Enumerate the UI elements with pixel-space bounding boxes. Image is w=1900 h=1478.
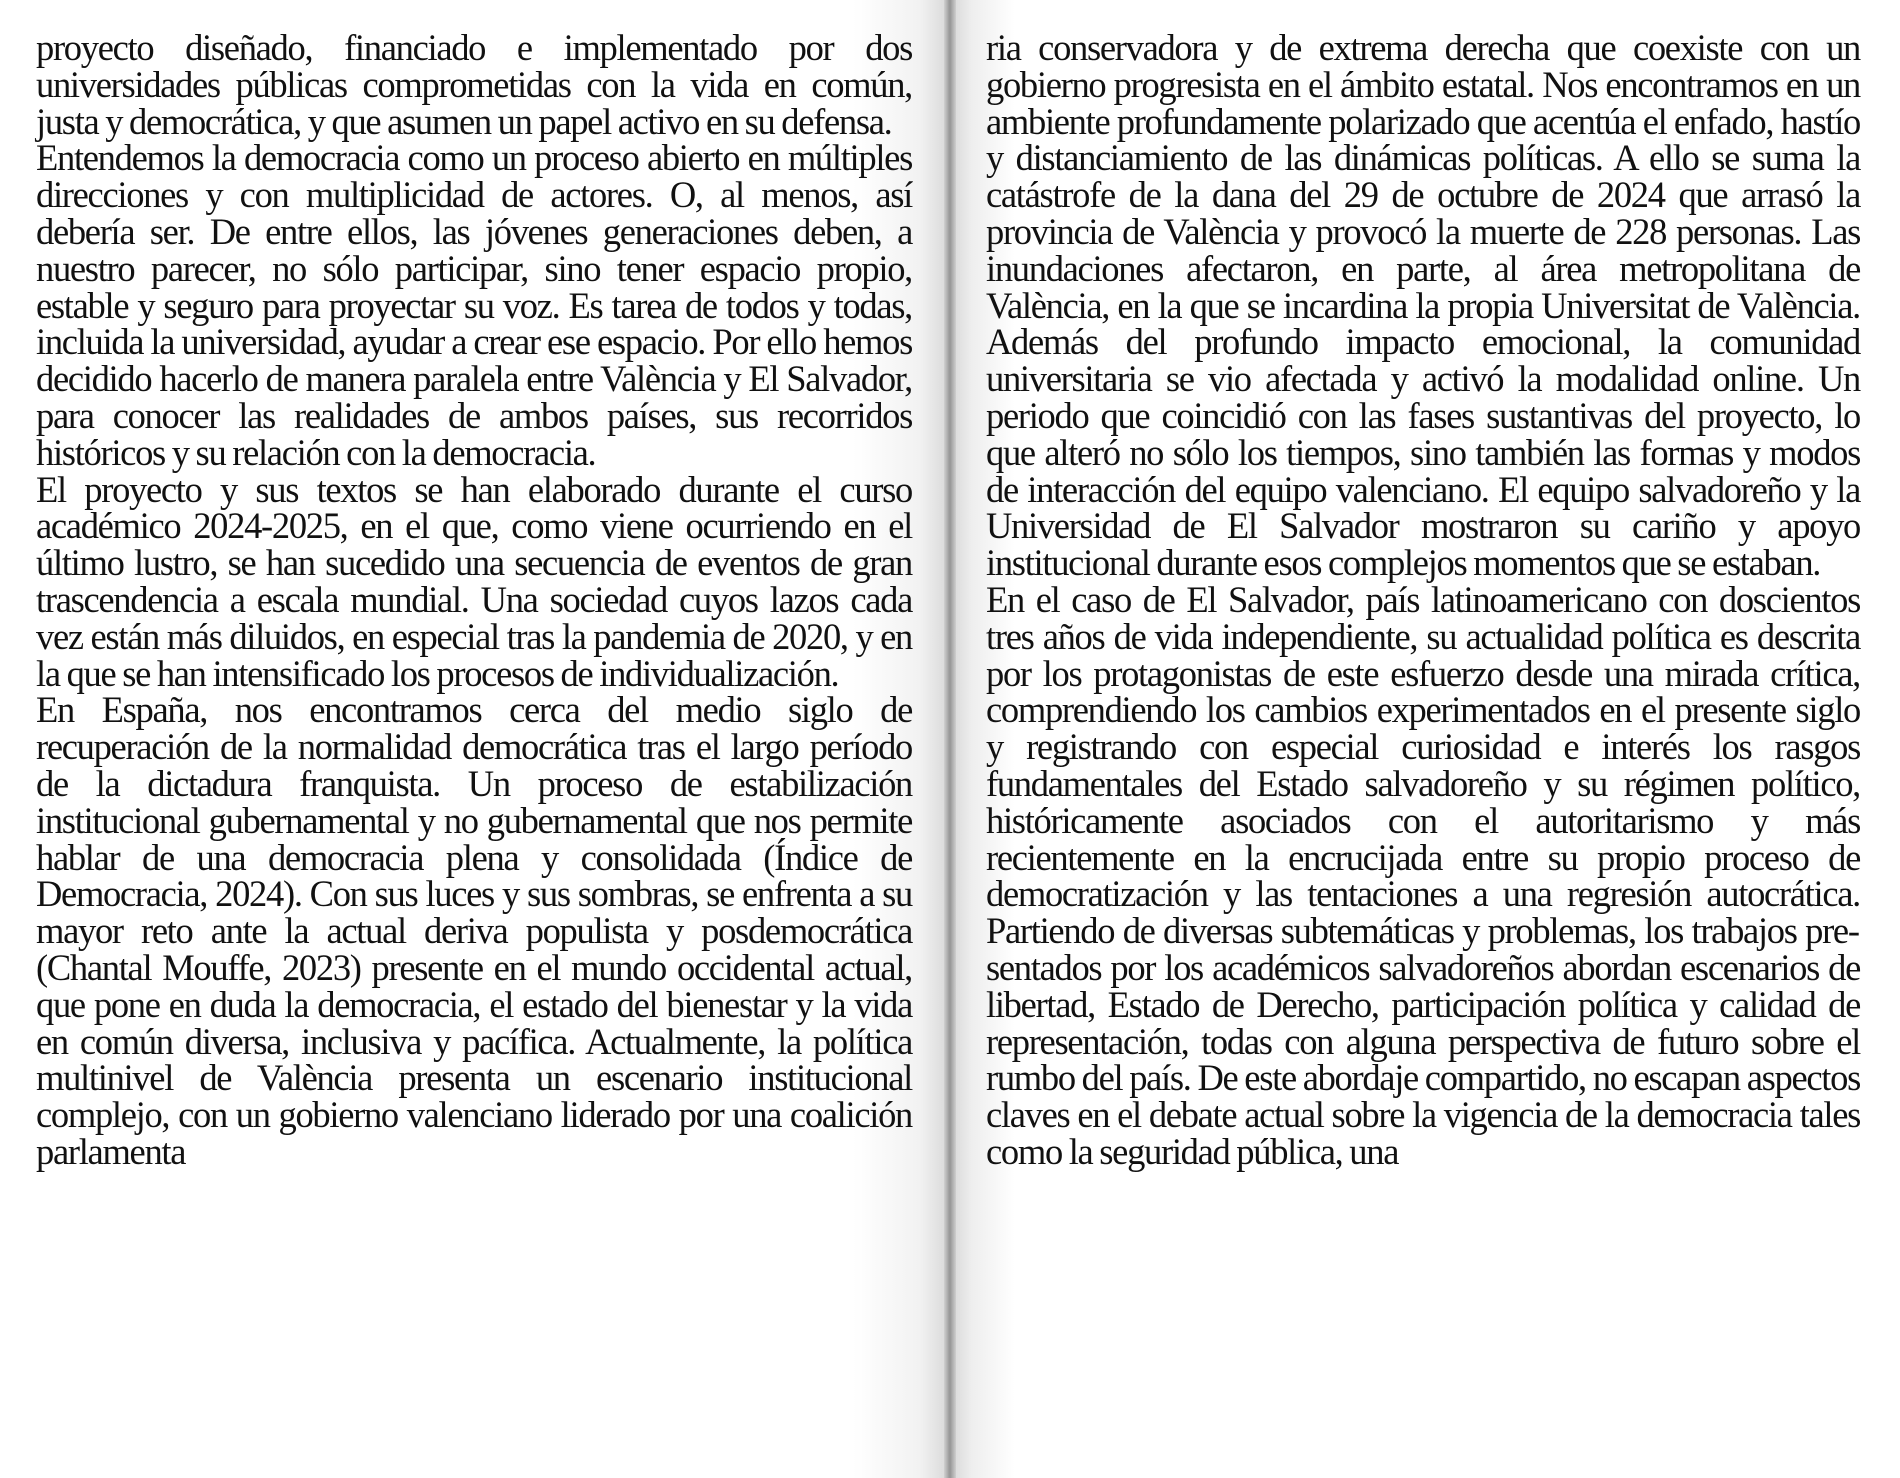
right-page [948, 0, 1900, 1478]
left-paragraph-3: El proyecto y sus textos se han elaborado durante el curso académico 2024-2025, en el que, como viene ocurriendo en el último lustro, se han sucedido una secuencia de eventos de gran trascendencia a escala mundial. Una sociedad cuyos lazos cada vez están más diluidos, en especial tras la pandemia de 2020, y en la que se han intensificado los procesos de individualización. [36, 468, 912, 694]
right-paragraph-1: ria conservadora y de extrema derecha que coexiste con un gobierno progresista en el ámbito estatal. Nos encontramos en un ambiente profundamente polarizado que acentúa el enfado, hastío y distanciamiento de las dinámicas políticas. A ello se suma la catástrofe de la dana del 29 de octubre de 2024 que arrasó la provincia de València y provocó la muerte de 228 personas. Las inundaciones afectaron, en parte, al área metropolitana de València, en la que se incardina la propia Universitat de València. Además del profundo impacto emocional, la comunidad universitaria se vio afectada y activó la modalidad online. Un periodo que coincidió con las fases sustantivas del proyecto, lo que alteró no sólo los tiempos, sino también las formas y modos de interacción del equipo valenciano. El equipo salvadoreño y la Universidad de El Salvador mostraron su cariño y apoyo institucional durante esos complejos momentos que se estaban. [986, 27, 1860, 584]
left-paragraph-2: Entendemos la democracia como un proceso abierto en múltiples direcciones y con multiplicidad de actores. O, al menos, así debería ser. De entre ellos, las jóvenes generaciones deben, a nuestro parecer, no sólo participar, sino tener espacio propio, estable y seguro para proyectar su voz. Es tarea de todos y todas, incluida la universidad, ayudar a crear ese espacio. Por ello hemos decidido hacerlo de manera paralela entre València y El Salvador, para conocer las realidades de ambos países, sus recorridos históricos y su relación con la democracia. [36, 137, 912, 473]
left-paragraph-4: En España, nos encontramos cerca del medio siglo de recuperación de la normalidad democrática tras el largo período de la dictadura franquista. Un proceso de estabilización institucional gubernamental y no gubernamental que nos permite hablar de una democracia plena y consolidada (Índice de Democracia, 2024). Con sus luces y sus sombras, se enfrenta a su mayor reto ante la actual deriva populista y posdemocrática (Chantal Mouffe, 2023) presente en el mundo occidental actual, que pone en duda la democracia, el estado del bienestar y la vida en común diversa, inclusiva y pacífica. Actualmente, la política multinivel de València presenta un escenario institucional complejo, con un gobierno valenciano liderado por una coalición parlamenta [36, 689, 912, 1172]
right-paragraph-2: En el caso de El Salvador, país latinoamericano con doscientos tres años de vida independiente, su actualidad política es descrita por los protagonistas de este esfuerzo desde una mirada crítica, comprendiendo los cambios experimentados en el presente siglo y registrando con especial curiosidad e interés los rasgos fundamentales del Estado salvadoreño y su régimen político, históricamente asociados con el autoritarismo y más recientemente en la encrucijada entre su propio proceso de democratización y las tentaciones a una regresión autocrática. Partiendo de diversas subtemáticas y problemas, los trabajos presentados por los académicos salvadoreños abordan escenarios de libertad, Estado de Derecho, participación política y calidad de representación, todas con alguna perspectiva de futuro sobre el rumbo del país. De este abordaje compartido, no escapan aspectos claves en el debate actual sobre la vigencia de la democracia tales como la seguridad pública, una [986, 578, 1860, 1172]
left-paragraph-1: proyecto diseñado, financiado e implementado por dos universidades públicas comprometidas con la vida en común, justa y democrática, y que asumen un papel activo en su defensa. [36, 27, 912, 142]
left-page [0, 0, 948, 1478]
book-gutter [944, 0, 956, 1478]
